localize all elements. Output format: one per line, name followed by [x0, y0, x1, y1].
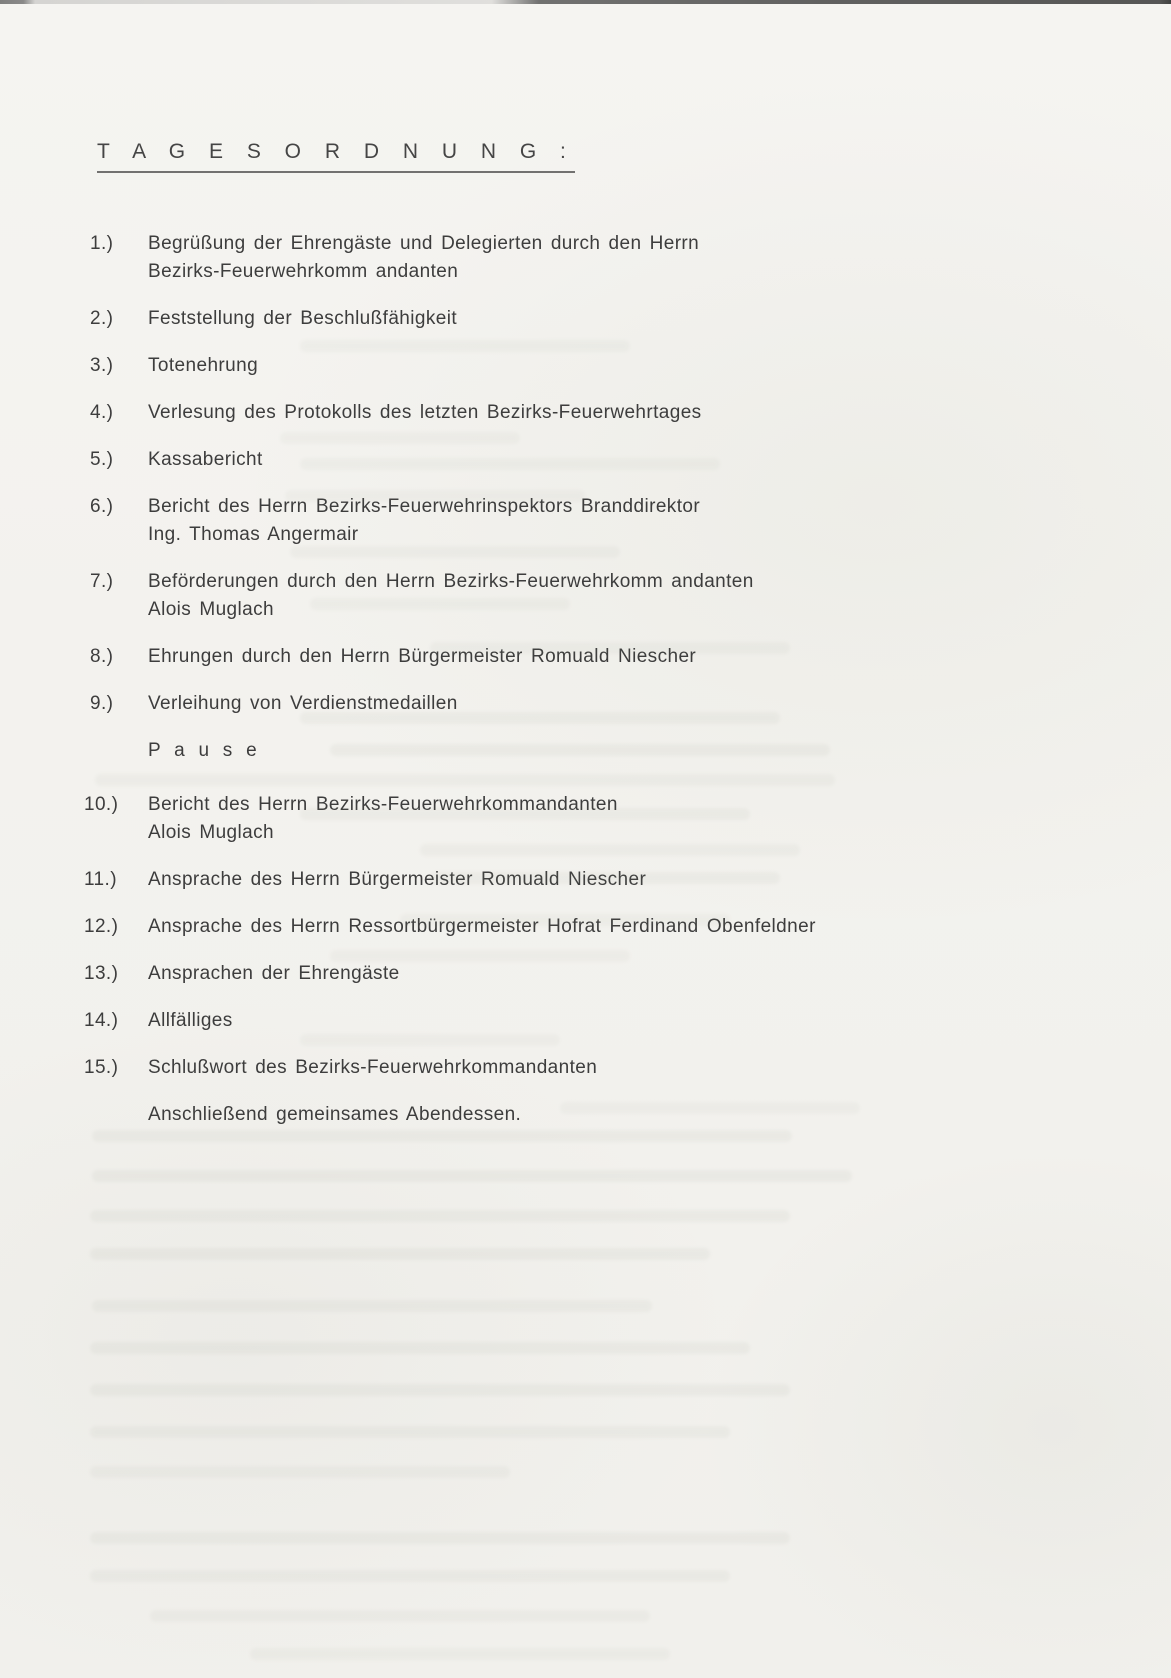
- item-text-line: Verleihung von Verdienstmedaillen: [148, 693, 458, 714]
- item-number: 15.): [84, 1057, 119, 1078]
- item-number: 1.): [90, 233, 114, 254]
- item-number-spacer: [84, 737, 130, 765]
- scan-edge-artifact: [0, 0, 1171, 4]
- item-text-line: Kassabericht: [148, 449, 263, 470]
- item-number: 3.): [90, 355, 114, 376]
- agenda-item-9: [84, 690, 1064, 718]
- item-text-line: Alois Muglach: [148, 822, 274, 843]
- bleed-through-line: [90, 1532, 790, 1544]
- pause-row: [84, 737, 1064, 765]
- agenda-item-10: [84, 791, 1064, 847]
- agenda-item-8: [84, 643, 1064, 671]
- bleed-through-line: [90, 1426, 730, 1438]
- item-text: [148, 446, 1064, 474]
- item-number: 12.): [84, 916, 119, 937]
- item-text-line: Ansprachen der Ehrengäste: [148, 963, 400, 984]
- bleed-through-line: [90, 1384, 790, 1396]
- bleed-through-line: [90, 1248, 710, 1260]
- item-text-line: Verlesung des Protokolls des letzten Bezirks-Feuerwehrtages: [148, 402, 702, 423]
- item-number: 6.): [90, 496, 114, 517]
- item-text-line: Bezirks-Feuerwehrkomm andanten: [148, 261, 459, 282]
- item-text-line: Feststellung der Beschlußfähigkeit: [148, 308, 458, 329]
- item-number: 8.): [90, 646, 114, 667]
- item-text-line: Ing. Thomas Angermair: [148, 524, 359, 545]
- bleed-through-line: [150, 1610, 650, 1622]
- item-text-line: Totenehrung: [148, 355, 259, 376]
- agenda-item-12: [84, 913, 1064, 941]
- item-text: [148, 568, 1064, 624]
- item-number: 4.): [90, 402, 114, 423]
- item-number: 9.): [90, 693, 114, 714]
- agenda-item-1: [84, 230, 1064, 286]
- closing-line: Anschließend gemeinsames Abendessen.: [148, 1104, 522, 1125]
- item-number: 11.): [84, 869, 117, 890]
- closing-row: [84, 1101, 1064, 1129]
- bleed-through-line: [250, 1648, 670, 1660]
- agenda-item-15: [84, 1054, 1064, 1082]
- item-text: [148, 690, 1064, 718]
- item-text-line: Ehrungen durch den Herrn Bürgermeister Romuald Niescher: [148, 646, 697, 667]
- document-title: T A G E S O R D N U N G :: [97, 140, 575, 173]
- agenda-item-11: [84, 866, 1064, 894]
- item-text-line: Bericht des Herrn Bezirks-Feuerwehrkommandanten: [148, 794, 618, 815]
- item-text: [148, 960, 1064, 988]
- agenda-item-14: [84, 1007, 1064, 1035]
- item-text: [148, 1007, 1064, 1035]
- item-number: 14.): [84, 1010, 119, 1031]
- bleed-through-line: [90, 1342, 750, 1354]
- item-text-line: Begrüßung der Ehrengäste und Delegierten durch den Herrn: [148, 233, 700, 254]
- agenda-item-6: [84, 493, 1064, 549]
- agenda-item-2: [84, 305, 1064, 333]
- item-text: [148, 399, 1064, 427]
- bleed-through-line: [90, 1210, 790, 1222]
- agenda-list: [84, 230, 1064, 1148]
- item-text-line: Beförderungen durch den Herrn Bezirks-Feuerwehrkomm andanten: [148, 571, 754, 592]
- item-text-line: Alois Muglach: [148, 599, 274, 620]
- bleed-through-line: [90, 1466, 510, 1478]
- agenda-item-4: [84, 399, 1064, 427]
- item-text: [148, 352, 1064, 380]
- item-number: 5.): [90, 449, 114, 470]
- agenda-item-5: [84, 446, 1064, 474]
- item-text: [148, 791, 1064, 847]
- item-number: 7.): [90, 571, 114, 592]
- item-text: [148, 913, 1064, 941]
- agenda-item-7: [84, 568, 1064, 624]
- item-text: [148, 866, 1064, 894]
- item-number-spacer: [84, 1101, 130, 1129]
- agenda-item-13: [84, 960, 1064, 988]
- pause-label: P a u s e: [148, 740, 260, 761]
- item-text-line: Allfälliges: [148, 1010, 233, 1031]
- bleed-through-line: [92, 1170, 852, 1182]
- item-text: [148, 230, 1064, 286]
- item-text: [148, 305, 1064, 333]
- item-number: 13.): [84, 963, 119, 984]
- item-text: [148, 1054, 1064, 1082]
- item-text: [148, 493, 1064, 549]
- bleed-through-line: [92, 1300, 652, 1312]
- item-number: 10.): [84, 794, 119, 815]
- item-text-line: Ansprache des Herrn Bürgermeister Romuald Niescher: [148, 869, 647, 890]
- item-number: 2.): [90, 308, 114, 329]
- item-text-line: Schlußwort des Bezirks-Feuerwehrkommandanten: [148, 1057, 598, 1078]
- bleed-through-line: [90, 1570, 730, 1582]
- agenda-item-3: [84, 352, 1064, 380]
- item-text: [148, 643, 1064, 671]
- item-text-line: Bericht des Herrn Bezirks-Feuerwehrinspektors Branddirektor: [148, 496, 701, 517]
- item-text-line: Ansprache des Herrn Ressortbürgermeister Hofrat Ferdinand Obenfeldner: [148, 916, 816, 937]
